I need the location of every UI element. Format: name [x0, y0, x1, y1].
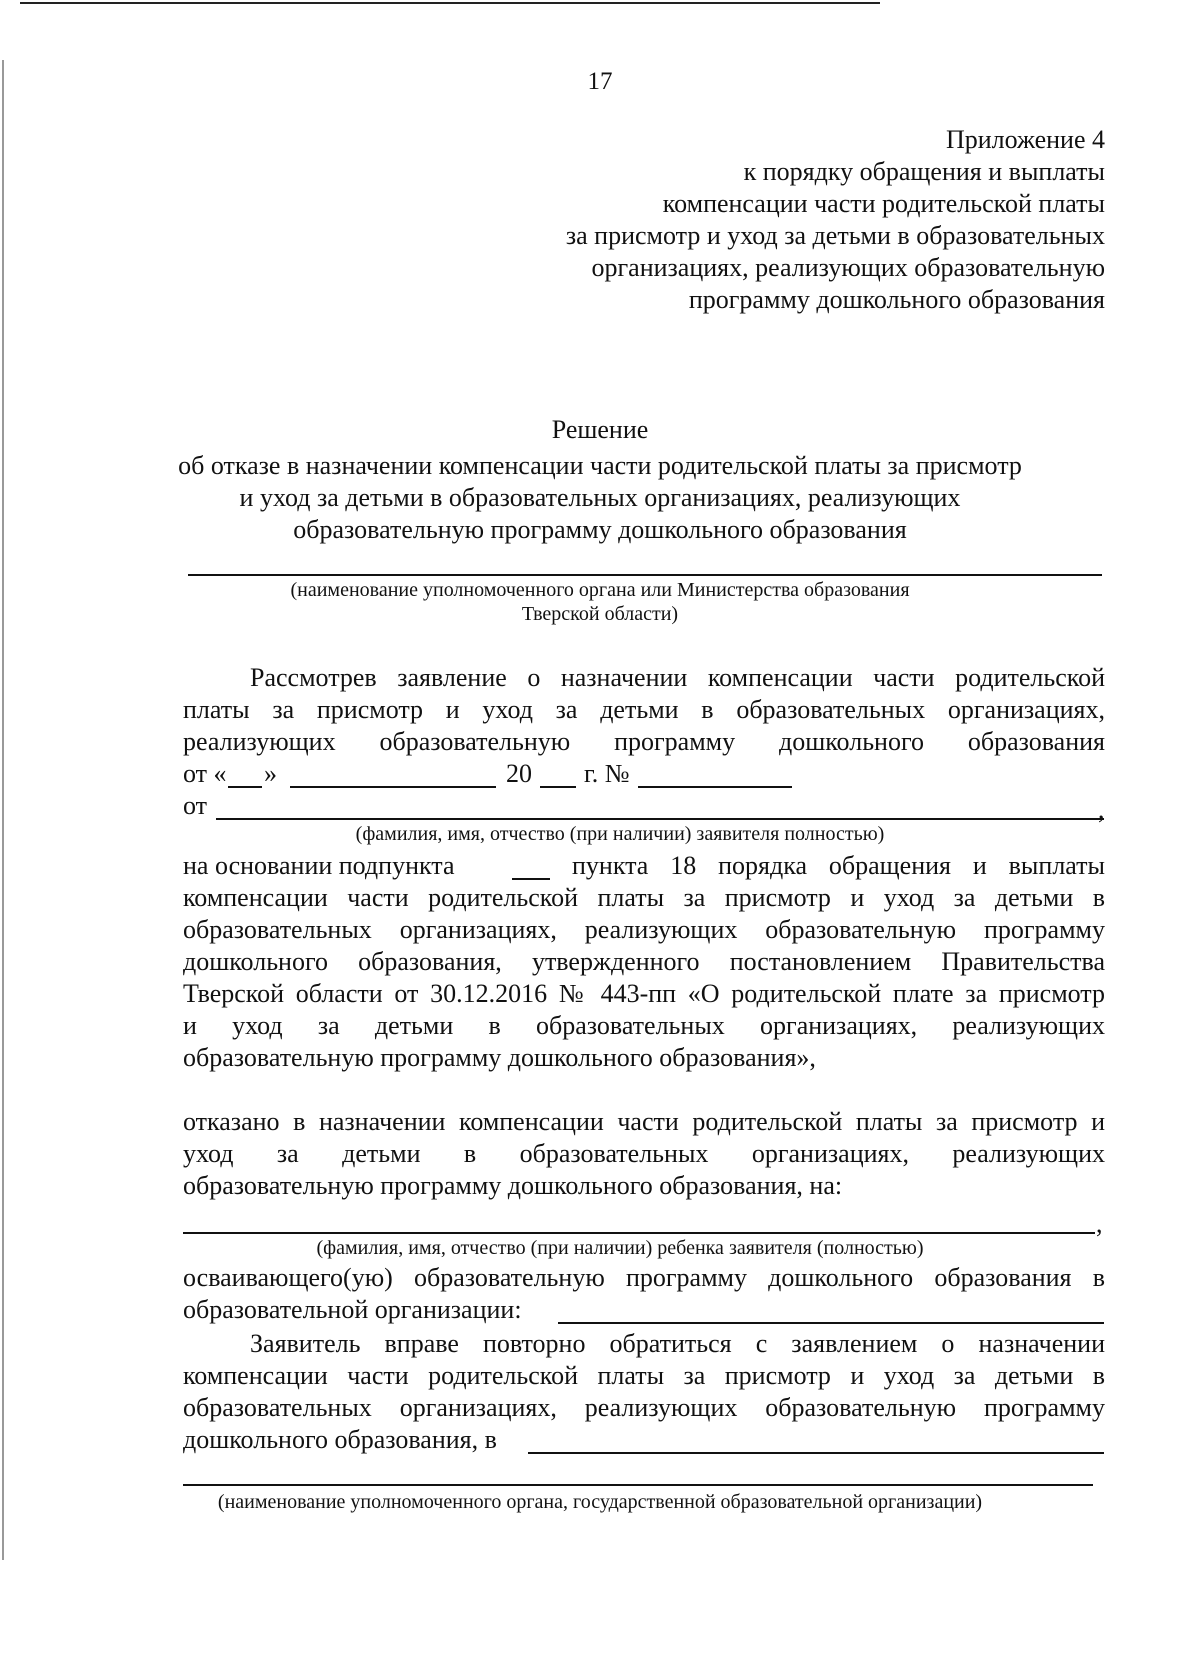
refused-line-1: отказано в назначении компенсации части родительской платы за присмотр и: [183, 1107, 1105, 1136]
basis-line-7: образовательную программу дошкольного образования»,: [183, 1043, 816, 1072]
year-suffix: г. №: [584, 759, 630, 788]
applicant-blank-line: [216, 818, 1104, 820]
reapply-line-1: Заявитель вправе повторно обратиться с заявлением о назначении: [250, 1329, 1105, 1358]
date-day-blank: [228, 786, 262, 788]
reapply-line-4: дошкольного образования, в: [183, 1425, 497, 1454]
appendix-line-4: за присмотр и уход за детьми в образовательных: [565, 221, 1105, 250]
mastering-line-2: образовательной организации:: [183, 1295, 522, 1324]
date-month-blank: [290, 786, 496, 788]
title-heading: Решение: [551, 415, 649, 444]
scan-border-left: [2, 60, 4, 1560]
subparagraph-blank: [512, 878, 550, 880]
title-line-1: об отказе в назначении компенсации части родительской платы за присмотр: [178, 451, 1022, 480]
considered-line-1: Рассмотрев заявление о назначении компенсации части родительской: [250, 663, 1105, 692]
basis-line-6: и уход за детьми в образовательных организациях, реализующих: [183, 1011, 1105, 1040]
page-number: 17: [587, 68, 613, 95]
reapply-line-2: компенсации части родительской платы за присмотр и уход за детьми в: [183, 1361, 1105, 1390]
appendix-line-2: к порядку обращения и выплаты: [743, 157, 1105, 186]
basis-line-2: компенсации части родительской платы за присмотр и уход за детьми в: [183, 883, 1105, 912]
basis-line-5: Тверской области от 30.12.2016 № 443-пп «О родительской плате за присмотр: [183, 979, 1105, 1008]
number-blank: [638, 786, 792, 788]
reapply-blank-line-1: [528, 1452, 1104, 1454]
from-comma: ,: [1098, 795, 1105, 824]
considered-line-2: платы за присмотр и уход за детьми в образовательных организациях,: [183, 695, 1105, 724]
organ-blank-line: [188, 574, 1102, 576]
year-prefix: 20: [506, 759, 532, 788]
scan-border-top: [20, 2, 880, 4]
basis-line-4: дошкольного образования, утвержденного постановлением Правительства: [183, 947, 1105, 976]
appendix-line-5: организациях, реализующих образовательную: [591, 253, 1105, 282]
appendix-line-3: компенсации части родительской платы: [662, 189, 1105, 218]
mastering-line-1: осваивающего(ую) образовательную программу дошкольного образования в: [183, 1263, 1105, 1292]
date-quote-close: »: [264, 759, 277, 788]
basis-line-1-start: на основании подпункта: [183, 851, 455, 880]
basis-line-3: образовательных организациях, реализующих образовательную программу: [183, 915, 1105, 944]
refused-line-2: уход за детьми в образовательных организациях, реализующих: [183, 1139, 1105, 1168]
title-line-2: и уход за детьми в образовательных организациях, реализующих: [239, 483, 961, 512]
reapply-blank-line-2: [183, 1484, 1093, 1486]
refused-line-3: образовательную программу дошкольного образования, на:: [183, 1171, 843, 1200]
child-blank-line: [183, 1232, 1095, 1234]
organ-caption-line-2: Тверской области): [521, 603, 679, 625]
considered-line-3: реализующих образовательную программу дошкольного образования: [183, 727, 1105, 756]
title-line-3: образовательную программу дошкольного образования: [293, 515, 907, 544]
final-caption: (наименование уполномоченного органа, государственной образовательной организации): [217, 1491, 983, 1513]
from-label: от: [183, 791, 208, 820]
organization-blank-line: [558, 1322, 1104, 1324]
organ-caption-line-1: (наименование уполномоченного органа или Министерства образования: [290, 579, 910, 601]
reapply-line-3: образовательных организациях, реализующих образовательную программу: [183, 1393, 1105, 1422]
applicant-caption: (фамилия, имя, отчество (при наличии) заявителя полностью): [355, 823, 885, 845]
year-blank: [540, 786, 576, 788]
child-caption: (фамилия, имя, отчество (при наличии) ребенка заявителя (полностью): [316, 1237, 924, 1259]
refused-comma: ,: [1096, 1209, 1103, 1238]
basis-line-1-end: пункта 18 порядка обращения и выплаты: [572, 851, 1105, 880]
date-prefix: от «: [183, 759, 227, 788]
appendix-line-1: Приложение 4: [945, 125, 1105, 154]
appendix-line-6: программу дошкольного образования: [688, 285, 1105, 314]
